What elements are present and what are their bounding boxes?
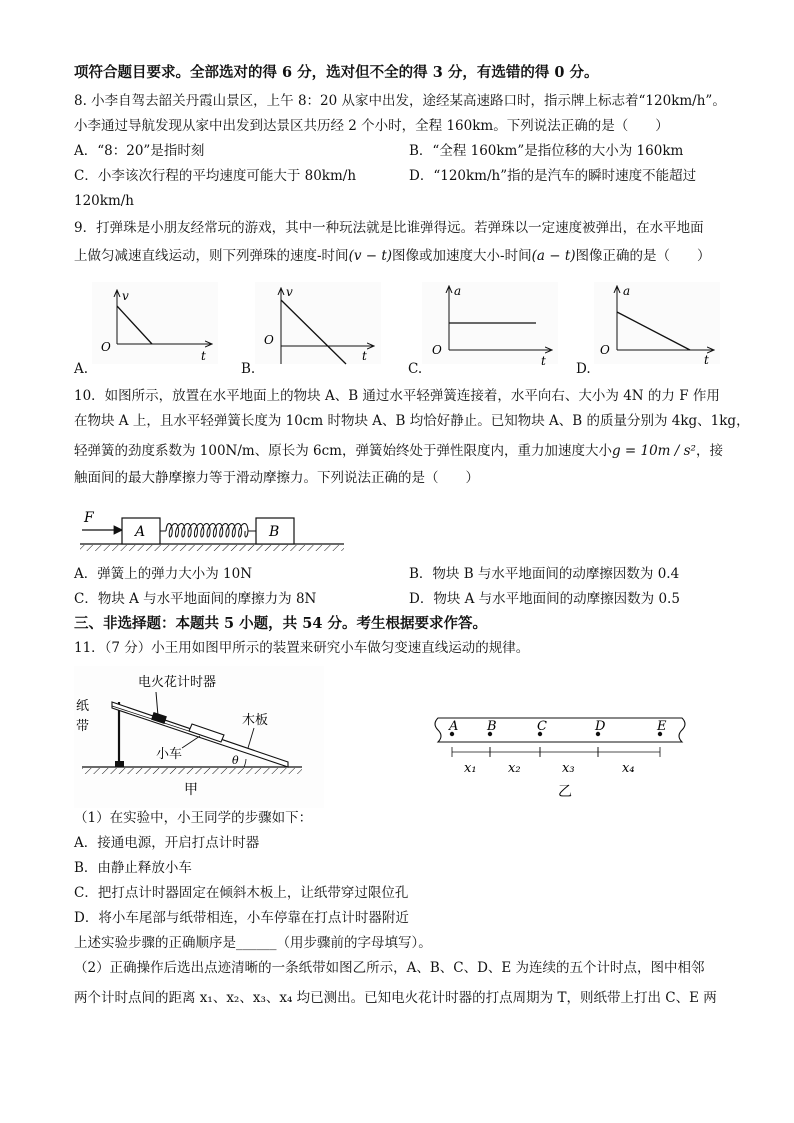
q11-part1-answer: 上述实验步骤的正确顺序是______（用步骤前的字母填写）。 xyxy=(74,935,432,951)
q8-option-d: D．“120km/h”指的是汽车的瞬时速度不能超过 xyxy=(409,168,697,184)
q10-math-g: g = 10m / s² xyxy=(611,443,696,459)
graph-b-origin: O xyxy=(264,333,274,347)
q9-stem-text-b: 图像或加速度大小-时间 xyxy=(392,248,532,264)
tape-segment-label-1: x₁ xyxy=(464,761,477,776)
q11-step-c: C．把打点计时器固定在倾斜木板上，让纸带穿过限位孔 xyxy=(74,885,409,901)
q11-stem: 11．（7 分）小王用如图甲所示的装置来研究小车做匀变速直线运动的规律。 xyxy=(74,640,530,656)
q9-stem-line1: 9．打弹珠是小朋友经常玩的游戏，其中一种玩法就是比谁弹得远。若弹珠以一定速度被弹出，在水平地面 xyxy=(74,220,704,236)
graph-b-t-label: t xyxy=(362,349,367,363)
instructions: 项符合题目要求。全部选对的得 6 分，选对但不全的得 3 分，有选错的得 0 分。 xyxy=(74,64,599,81)
graph-d-panel xyxy=(594,282,720,364)
graph-a-origin: O xyxy=(101,340,111,354)
tape-point-label-a: A xyxy=(449,719,459,734)
tape-point-label-b: B xyxy=(487,719,497,734)
q10-stem-line1: 10．如图所示，放置在水平地面上的物块 A、B 通过水平轻弹簧连接着，水平向右、大小为 4N 的力 F 作用 xyxy=(74,388,720,404)
q9-option-c: C. xyxy=(408,361,423,377)
q10-option-a: A．弹簧上的弹力大小为 10N xyxy=(74,566,253,582)
q9-option-b: B. xyxy=(241,361,256,377)
paper-tape-yi xyxy=(435,718,685,742)
tape-label-1: 纸 xyxy=(76,699,90,714)
q9-graphs xyxy=(0,280,794,380)
cart-label: 小车 xyxy=(156,747,183,762)
tape-segment-label-2: x₂ xyxy=(508,761,521,776)
q9-math-at: (a − t) xyxy=(531,248,576,264)
q10-stem-text-b: ，接 xyxy=(695,443,723,459)
q11-step-a: A．接通电源，开启打点计时器 xyxy=(74,835,260,851)
q10-stem-line4: 触面间的最大静摩擦力等于滑动摩擦力。下列说法正确的是（ ） xyxy=(74,470,479,486)
q10-option-b: B．物块 B 与水平地面间的动摩擦因数为 0.4 xyxy=(409,566,680,582)
q9-option-a: A. xyxy=(74,361,89,377)
graph-c-a-label: a xyxy=(454,284,462,298)
block-a-label: A xyxy=(135,524,146,540)
graph-d-t-label: t xyxy=(704,353,709,367)
tape-label-2: 带 xyxy=(76,719,90,734)
q11-step-d: D．将小车尾部与纸带相连，小车停靠在打点计时器附近 xyxy=(74,910,409,926)
q11-part1-intro: （1）在实验中，小王同学的步骤如下： xyxy=(74,810,313,826)
q10-option-c: C．物块 A 与水平地面间的摩擦力为 8N xyxy=(74,591,317,607)
q8-stem-line2: 小李通过导航发现从家中出发到达景区共历经 2 个小时，全程 160km。下列说法正确的是（ ） xyxy=(74,118,669,134)
ground-hatch-jia xyxy=(82,768,302,774)
graph-c-t-label: t xyxy=(541,354,546,368)
tape-point-label-d: D xyxy=(595,719,606,734)
section-3-heading: 三、非选择题：本题共 5 小题，共 54 分。考生根据要求作答。 xyxy=(74,615,487,632)
tape-point-label-e: E xyxy=(657,719,667,734)
q10-stem-line2: 在物块 A 上，且水平轻弹簧长度为 10cm 时物块 A、B 均恰好静止。已知物块 A、B 的质量分别为 4kg、1kg， xyxy=(74,413,750,429)
q10-stem-line3 xyxy=(74,441,723,462)
q8-option-a: A．“8：20”是指时刻 xyxy=(74,143,205,159)
q10-stem-text-a: 轻弹簧的劲度系数为 100N/m、原长为 6cm，弹簧始终处于弹性限度内，重力加速度大小 xyxy=(74,443,612,459)
graph-b-v-label: v xyxy=(286,285,293,299)
q8-stem-line1: 8. 小李自驾去韶关丹霞山景区，上午 8：20 从家中出发，途经某高速路口时，指示牌上标志着“120km/h”。 xyxy=(74,93,726,109)
q10-figure xyxy=(78,500,358,556)
caption-jia: 甲 xyxy=(184,782,198,798)
graph-d-origin: O xyxy=(600,343,610,357)
q11-step-b: B．由静止释放小车 xyxy=(74,860,192,876)
q8-option-d-cont: 120km/h xyxy=(74,193,134,209)
tape-point-label-c: C xyxy=(537,719,547,734)
q9-stem-line2 xyxy=(74,246,711,267)
q9-math-vt: (v − t) xyxy=(348,248,393,264)
timer-label: 电火花计时器 xyxy=(138,675,217,690)
graph-a-panel xyxy=(92,282,218,364)
caption-yi: 乙 xyxy=(558,784,572,800)
spring xyxy=(160,524,256,538)
graph-a-v-label: v xyxy=(122,289,129,303)
tape-segment-label-3: x₃ xyxy=(562,761,575,776)
q9-stem-text-a: 上做匀减速直线运动，则下列弹珠的速度-时间 xyxy=(74,248,349,264)
q11-part2-line1: （2）正确操作后选出点迹清晰的一条纸带如图乙所示，A、B、C、D、E 为连续的五个计时点，图中相邻 xyxy=(74,960,705,976)
post-base xyxy=(115,761,124,767)
graph-a-t-label: t xyxy=(201,349,206,363)
q11-part2-line2: 两个计时点间的距离 x₁、x₂、x₃、x₄ 均已测出。已知电火花计时器的打点周期为 T，则纸带上打出 C、E 两 xyxy=(74,990,717,1006)
q11-figure-jia xyxy=(74,666,324,808)
q11-figure-yi xyxy=(432,710,694,802)
ground-hatch xyxy=(80,545,344,551)
board-label: 木板 xyxy=(242,713,269,728)
angle-theta: θ xyxy=(232,754,239,767)
q8-option-b: B．“全程 160km”是指位移的大小为 160km xyxy=(409,143,684,159)
graph-c-origin: O xyxy=(432,343,442,357)
graph-d-a-label: a xyxy=(623,284,631,298)
q9-stem-text-c: 图像正确的是（ ） xyxy=(575,248,711,264)
tape-segment-label-4: x₄ xyxy=(622,761,635,776)
force-label: F xyxy=(84,510,94,526)
block-b-label: B xyxy=(269,524,280,540)
q10-option-d: D．物块 A 与水平地面间的动摩擦因数为 0.5 xyxy=(409,591,680,607)
q9-option-d: D. xyxy=(576,361,591,377)
q8-option-c: C．小李该次行程的平均速度可能大于 80km/h xyxy=(74,168,357,184)
tape-segments xyxy=(452,747,660,776)
